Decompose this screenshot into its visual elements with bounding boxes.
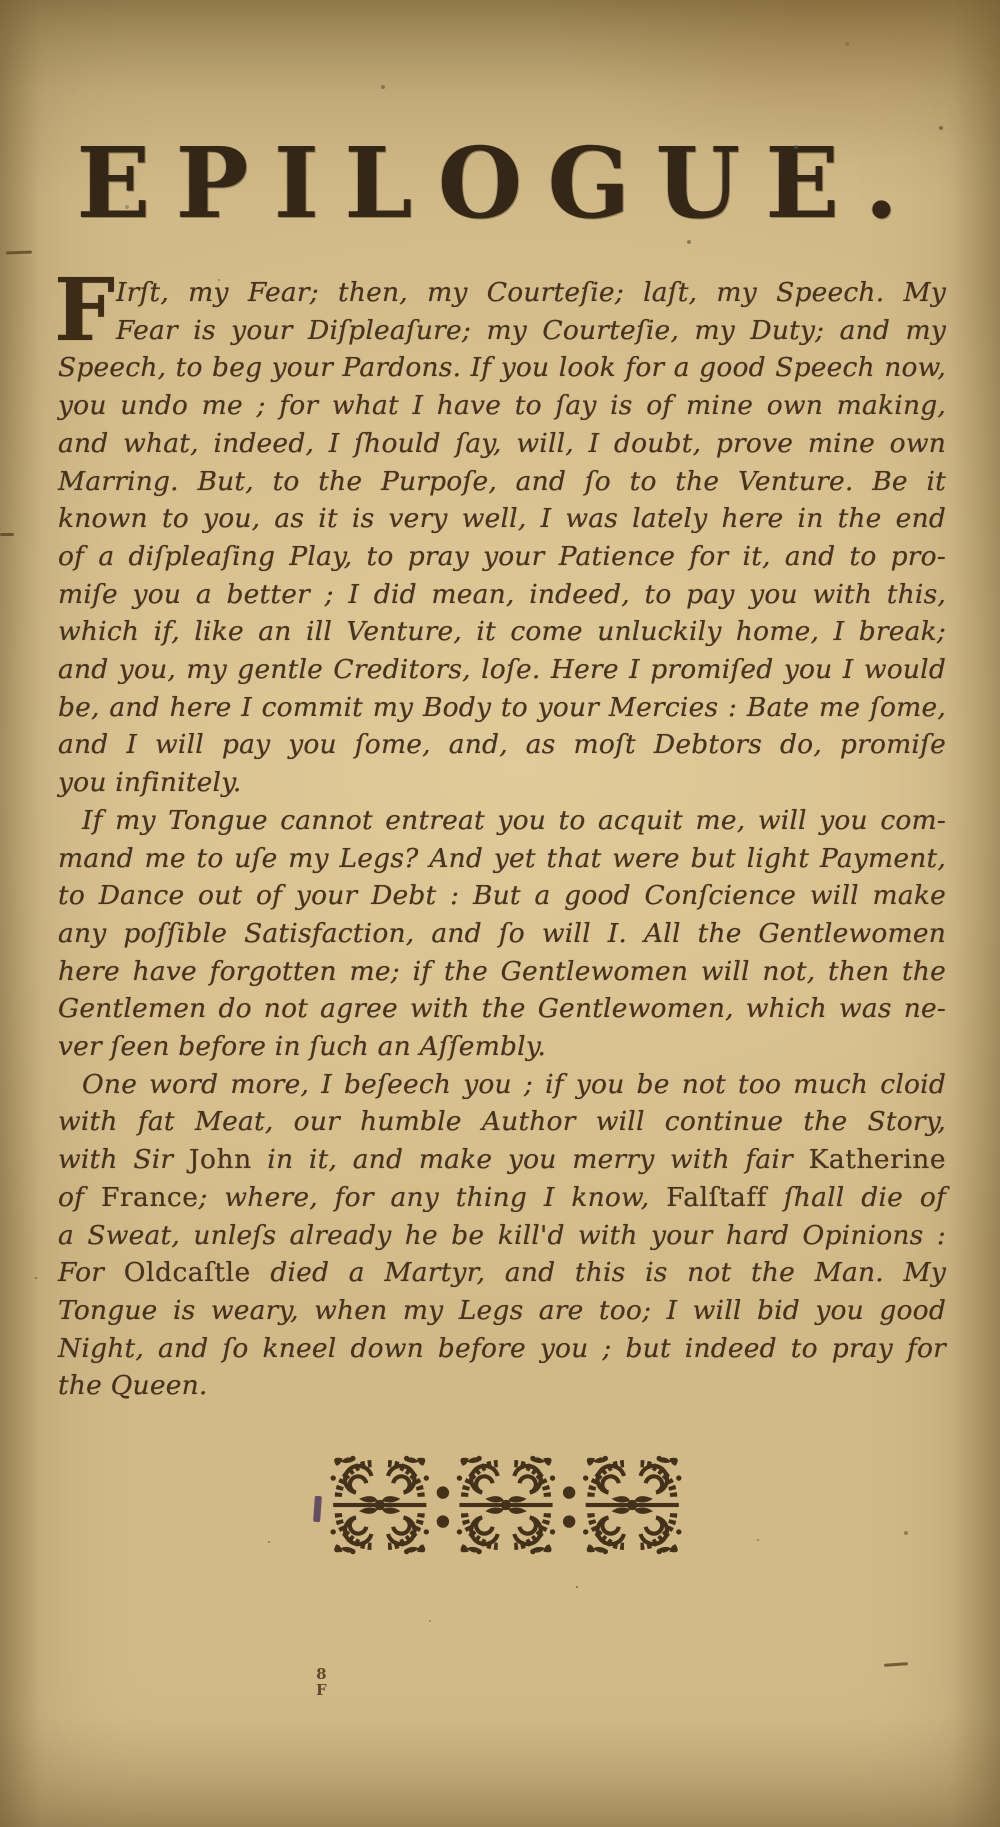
italic-text: Irſt, my Fear; then, my Courteſie; laſt, my Speech. My [116,277,946,308]
italic-text: Speech, to beg your Pardons. If you look for a good Speech now, [58,352,946,384]
signature-mark-top: 8 [316,1665,327,1683]
text-line [58,613,946,651]
italic-text: and I will pay you ſome, and, as moſt Debtors do, promiſe [58,729,946,761]
paragraph [54,260,946,802]
text-line [58,764,946,802]
italic-text: Night, and ſo kneel down before you ; but indeed to pray for [58,1332,946,1364]
signature-mark [316,1666,327,1698]
italic-text: be, and here I commit my Body to your Mercies : Bate me ſome, [58,691,946,723]
italic-text: of a diſpleaſing Play, to pray your Patience for it, and to pro- [58,540,946,572]
roman-word: France [101,1181,199,1213]
signature-mark-bottom: F [316,1681,327,1699]
text-line [58,877,946,915]
text-line [116,312,946,350]
italic-text: you infinitely. [58,767,242,799]
text-line [58,651,946,689]
italic-text: If my Tongue cannot entreat you to acquit me, will you com- [82,804,946,836]
italic-text: For [58,1257,124,1289]
text-line [58,802,946,840]
italic-text: ſhall die of [766,1181,946,1213]
text-line [58,840,946,878]
text-line [58,953,946,991]
italic-text: ver ſeen before in ſuch an Aſſembly. [58,1031,547,1063]
text-line [58,1103,946,1141]
text-line [58,463,946,501]
italic-text: with Sir [58,1144,189,1176]
italic-text: Tongue is weary, when my Legs are too; I will bid you good [58,1294,946,1326]
roman-word: Katherine [808,1144,946,1176]
fleuron-icon [328,1453,684,1557]
italic-text: Marring. But, to the Purpoſe, and ſo to the Venture. Be it [58,465,946,497]
text-line [58,1254,946,1292]
italic-text: the Queen. [58,1370,208,1402]
text-line [58,349,946,387]
italic-text: a Sweat, unleſs already he be kill'd with your hard Opinions : [58,1219,946,1251]
roman-word: John [188,1144,252,1176]
text-line [58,1179,946,1217]
text-line [58,1141,946,1179]
text-line [58,425,946,463]
italic-text: any poſſible Satisfaction, and ſo will I. All the Gentlewomen [58,917,946,949]
italic-text: in it, and make you merry with fair [251,1144,809,1176]
paragraph [58,802,946,1066]
italic-text: and what, indeed, I ſhould ſay, will, I doubt, prove mine own [58,427,946,459]
text-line [58,915,946,953]
paragraph [58,1066,946,1405]
italic-text: Gentlemen do not agree with the Gentlewomen, which was ne- [58,993,946,1025]
text-line [58,1330,946,1368]
margin-dash-mark [6,251,32,255]
margin-dash-mark [0,533,14,536]
text-line [58,1066,946,1104]
italic-text: and you, my gentle Creditors, loſe. Here I promiſed you I would [58,654,946,686]
text-line [116,274,946,312]
text-line [58,689,946,727]
roman-word: Falſtaff [666,1181,767,1213]
italic-text: ; where, for any thing I know, [198,1181,667,1213]
text-line [58,500,946,538]
text-line [58,726,946,764]
epilogue-text [54,260,946,1405]
italic-text: you undo me ; for what I have to ſay is of mine own making, [58,390,946,422]
text-line [58,990,946,1028]
italic-text: with fat Meat, our humble Author will continue the Story, [58,1106,946,1138]
text-line [58,1367,946,1405]
text-line [58,387,946,425]
italic-text: here have forgotten me; if the Gentlewomen will not, then the [58,955,946,987]
text-line [58,1292,946,1330]
italic-text: One word more, I beſeech you ; if you be not too much cloid [82,1068,946,1100]
drop-cap-letter: F [54,260,116,361]
text-line [58,1028,946,1066]
italic-text: Fear is your Diſpleaſure; my Courteſie, my Duty; and my [116,314,946,346]
italic-text: which if, like an ill Venture, it come unluckily home, I break; [58,616,946,648]
italic-text: died a Martyr, and this is not the Man. My [250,1257,946,1289]
text-line [58,1217,946,1255]
printer-ornament-row [328,1453,684,1557]
ink-blot [313,1496,322,1522]
text-line [58,576,946,614]
italic-text: miſe you a better ; I did mean, indeed, to pay you with this, [58,578,946,610]
page-title: EPILOGUE. [76,126,924,240]
italic-text: mand me to uſe my Legs? And yet that were but light Payment, [58,842,946,874]
italic-text: to Dance out of your Debt : But a good Conſcience will make [58,880,946,912]
paper-specks [0,0,2,2]
roman-word: Oldcaſtle [123,1257,251,1289]
margin-dash-mark [884,1662,908,1667]
italic-text: known to you, as it is very well, I was lately here in the end [58,503,946,535]
text-line [58,538,946,576]
italic-text: of [58,1181,101,1213]
